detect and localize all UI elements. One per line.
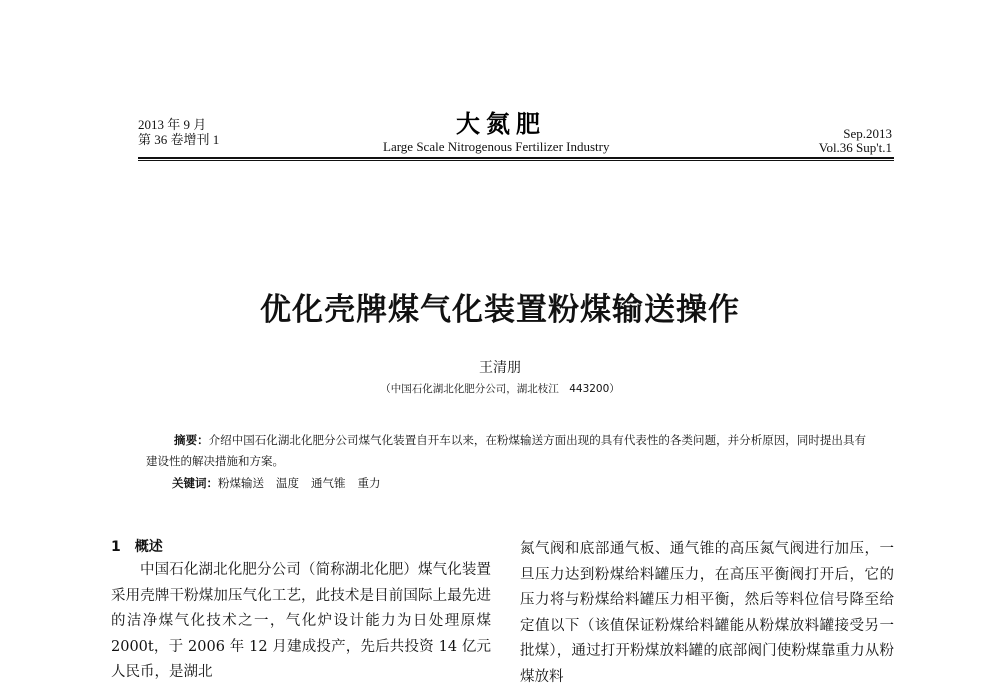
keyword: 通气锥 — [311, 476, 346, 490]
keyword: 重力 — [357, 476, 381, 490]
section-heading: 1 概述 — [111, 539, 163, 555]
abstract-text: 介绍中国石化湖北化肥分公司煤气化装置自开车以来，在粉煤输送方面出现的具有代表性的各类问题，并分析原因，同时提出具有建设性的解决措施和方案。 — [146, 433, 867, 468]
body-paragraph: 氮气阀和底部通气板、通气锥的高压氮气阀进行加压，一旦压力达到粉煤给料罐压力，在高压平衡阀打开后，它的压力将与粉煤给料罐压力相平衡，然后等料位信号降至给定值以下（该值保证粉煤给料罐能从粉煤放料罐接受另一批煤），通过打开粉煤放料罐的底部阀门使粉煤靠重力从粉煤放料 — [520, 541, 894, 685]
header-volume-cn: 第 36 卷增刊 1 — [138, 132, 220, 147]
abstract — [146, 430, 866, 472]
header-date-en: Sep.2013 — [843, 126, 892, 141]
header-date-cn: 2013 年 9 月 — [138, 117, 207, 132]
header-volume-en: Vol.36 Sup't.1 — [818, 140, 892, 155]
body-column-right — [520, 537, 894, 690]
article-title: 优化壳牌煤气化装置粉煤输送操作 — [260, 292, 740, 328]
keyword: 粉煤输送 — [218, 476, 264, 490]
keywords-label: 关键词： — [172, 476, 218, 490]
header-rule — [138, 157, 894, 159]
body-column-left — [111, 558, 491, 686]
keyword: 温度 — [276, 476, 299, 490]
header-rule-thin — [138, 160, 894, 161]
keywords — [172, 474, 393, 492]
abstract-label: 摘要： — [174, 433, 209, 447]
journal-logo: 大氮肥 — [456, 109, 546, 138]
author-name: 王清朋 — [479, 360, 521, 376]
body-paragraph: 中国石化湖北化肥分公司（简称湖北化肥）煤气化装置采用壳牌干粉煤加压气化工艺，此技术是目前国际上最先进的洁净煤气化技术之一，气化炉设计能力为日处理原煤 2000t，于 2006 年 12 月建成投产，先后共投资 14 亿元人民币，是湖北 — [111, 562, 491, 680]
journal-name-en: Large Scale Nitrogenous Fertilizer Industry — [383, 139, 610, 154]
author-affiliation: （中国石化湖北化肥分公司，湖北枝江 443200） — [380, 383, 620, 395]
